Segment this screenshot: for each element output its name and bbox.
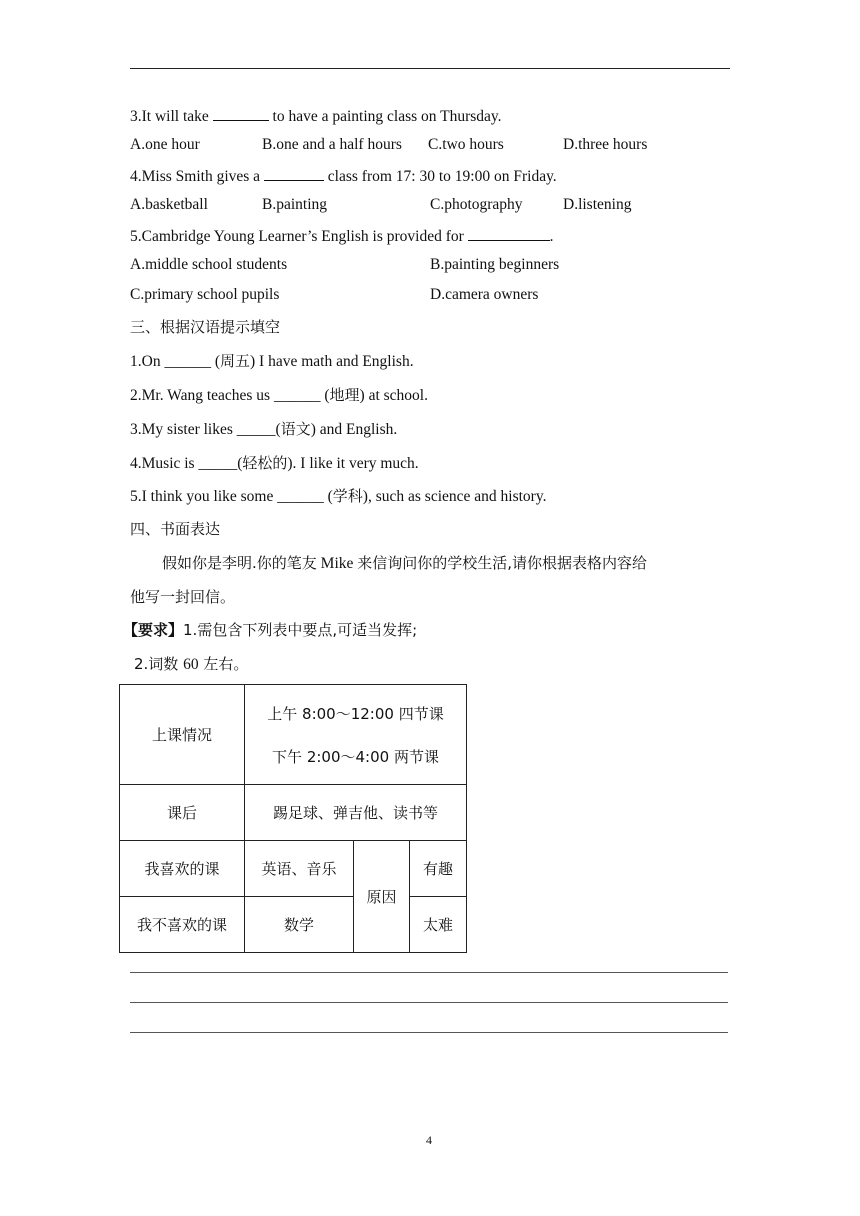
row-label-schedule: 上课情况 — [120, 685, 245, 785]
row-label-after-class: 课后 — [120, 785, 245, 841]
page-number: 4 — [426, 1133, 432, 1147]
answer-blank — [213, 106, 269, 121]
writing-prompt-line-1: 假如你是李明.你的笔友 Mike 来信询问你的学校生活,请你根据表格内容给 — [162, 554, 648, 572]
q5-option-c: C.primary school pupils — [130, 286, 280, 303]
writing-line — [130, 972, 728, 973]
q4-option-b: B.painting — [262, 196, 328, 213]
outline-table — [119, 684, 467, 953]
header-rule — [130, 68, 730, 69]
reason-label: 原因 — [354, 841, 410, 953]
fill-item-2: 2.Mr. Wang teaches us ______ (地理) at school. — [130, 386, 428, 404]
writing-line — [130, 1032, 728, 1033]
disliked-subject: 数学 — [245, 897, 354, 953]
q4-option-d: D.listening — [563, 196, 632, 213]
q5-option-b: B.painting beginners — [430, 256, 560, 273]
q5-option-a: A.middle school students — [130, 256, 288, 273]
fill-item-3: 3.My sister likes _____(语文) and English. — [130, 420, 398, 438]
dislike-reason: 太难 — [410, 897, 467, 953]
fill-item-5: 5.I think you like some ______ (学科), such as science and history. — [130, 487, 547, 505]
q3-option-a: A.one hour — [130, 136, 200, 153]
schedule-cell — [245, 685, 467, 785]
schedule-morning: 上午 8:00～12:00 四节课 — [267, 704, 444, 723]
question-4: 4.Miss Smith gives a class from 17: 30 to 19:00 on Friday. — [130, 168, 557, 185]
row-label-dislike: 我不喜欢的课 — [120, 897, 245, 953]
schedule-afternoon: 下午 2:00～4:00 两节课 — [272, 747, 439, 766]
question-5: 5.Cambridge Young Learner’s English is provided for . — [130, 228, 554, 245]
q3-option-b: B.one and a half hours — [262, 136, 402, 153]
fill-item-4: 4.Music is _____(轻松的). I like it very much. — [130, 454, 419, 472]
section-3-title: 三、根据汉语提示填空 — [130, 318, 281, 336]
answer-blank — [468, 226, 550, 241]
q5-option-d: D.camera owners — [430, 286, 539, 303]
writing-line — [130, 1002, 728, 1003]
q4-option-a: A.basketball — [130, 196, 208, 213]
writing-prompt-line-2: 他写一封回信。 — [130, 588, 236, 606]
question-3: 3.It will take to have a painting class on Thursday. — [130, 108, 502, 125]
favorite-reason: 有趣 — [410, 841, 467, 897]
q3-option-c: C.two hours — [428, 136, 504, 153]
q4-option-c: C.photography — [430, 196, 523, 213]
fill-item-1: 1.On ______ (周五) I have math and English. — [130, 352, 414, 370]
after-class-activities: 踢足球、弹吉他、读书等 — [245, 785, 467, 841]
requirement-1: 【要求】1.需包含下列表中要点,可适当发挥; — [123, 621, 418, 639]
favorite-subjects: 英语、音乐 — [245, 841, 354, 897]
q3-option-d: D.three hours — [563, 136, 648, 153]
row-label-favorite: 我喜欢的课 — [120, 841, 245, 897]
section-4-title: 四、书面表达 — [130, 520, 221, 538]
requirement-2: 2.词数 60 左右。 — [134, 655, 249, 673]
answer-blank — [264, 166, 324, 181]
